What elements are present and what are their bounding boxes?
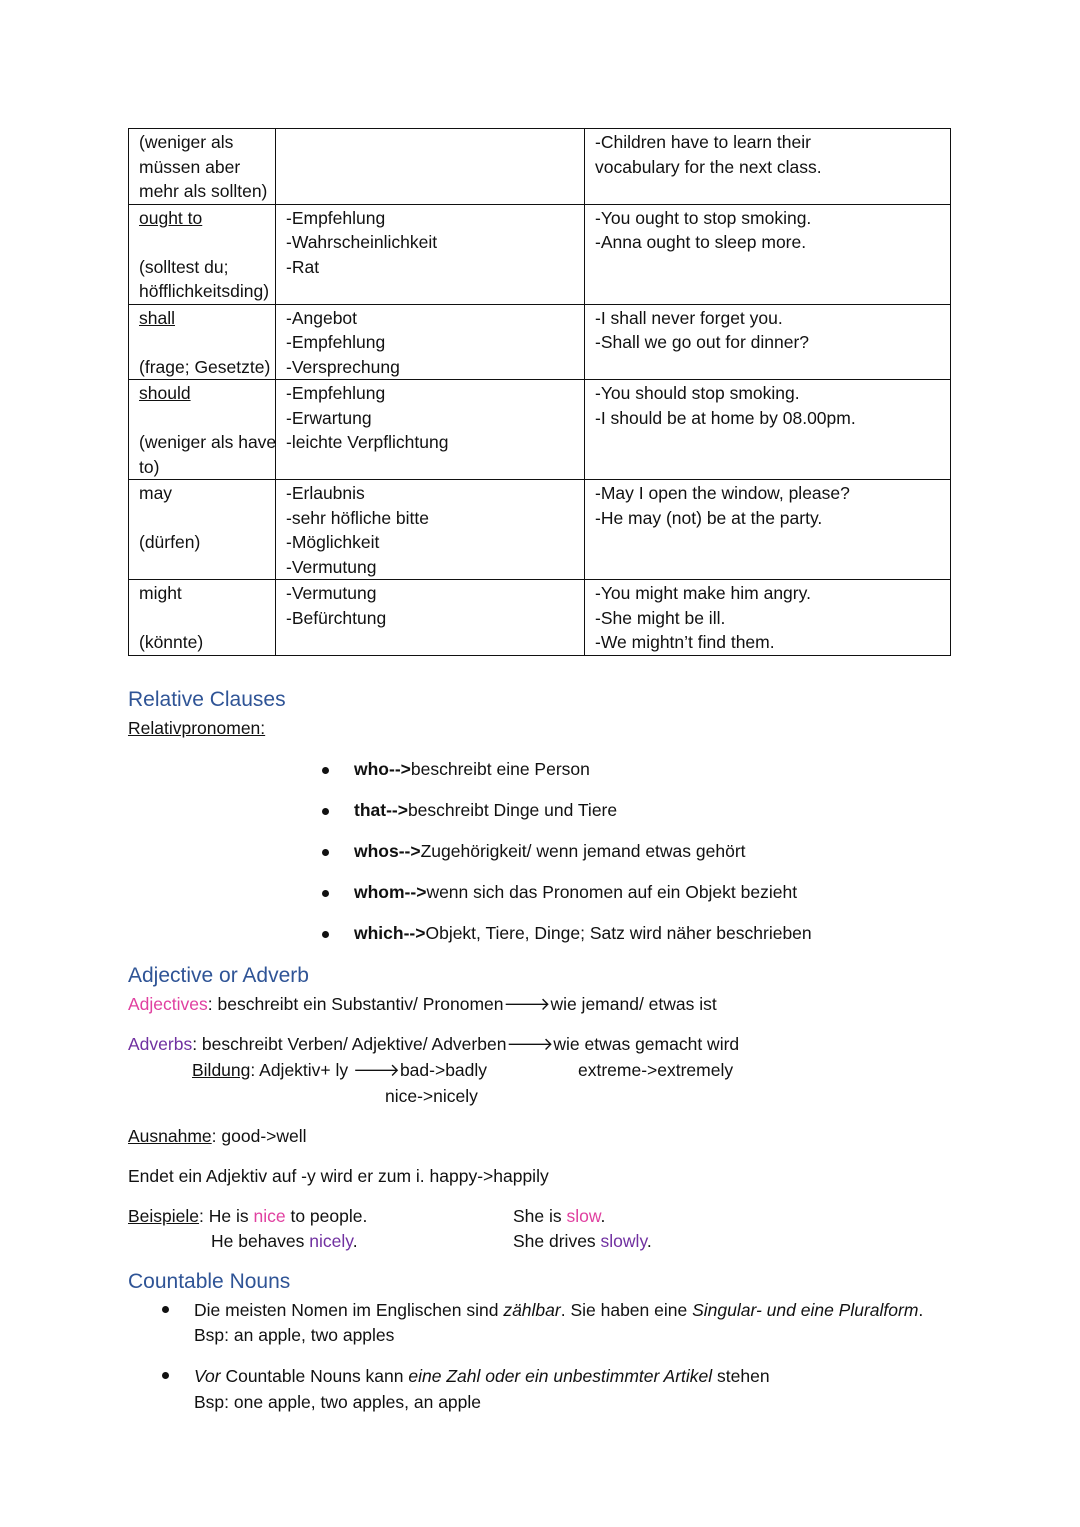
verb-note-line: (solltest du; (139, 256, 229, 277)
example-line: -I shall never forget you. (595, 307, 783, 328)
arrow-right-icon: 🡒 (506, 1034, 554, 1054)
relativpronomen-label: Relativpronomen: (128, 718, 266, 738)
bullet-text: Die meisten Nomen im Englischen sind (194, 1300, 504, 1320)
example-line: -You should stop smoking. (595, 383, 800, 403)
pronoun-description: Objekt, Tiere, Dinge; Satz wird näher beschrieben (425, 923, 812, 943)
y-ending-rule: Endet ein Adjektiv auf -y wird er zum i. happy->happily (128, 1166, 549, 1186)
bullet-icon (162, 1306, 169, 1313)
bildung-text: : Adjektiv+ ly (250, 1060, 354, 1080)
use-line: -Vermutung (286, 583, 377, 603)
verb-note-line: to) (139, 456, 160, 477)
bullet-text: stehen (712, 1366, 770, 1386)
example-text: . (646, 1231, 652, 1251)
arrow-right-icon: 🡒 (503, 994, 551, 1014)
adverbs-definition (128, 1032, 739, 1057)
uses-cell (276, 480, 585, 580)
bildung-example: extreme->extremely (578, 1060, 734, 1080)
example-line: -Children have to learn their (595, 132, 811, 152)
use-line: -Erlaubnis (286, 483, 365, 503)
example-line: -You ought to stop smoking. (595, 207, 812, 228)
verb-cell (129, 380, 276, 480)
ausnahme-text: : good->well (211, 1126, 307, 1146)
examples-cell (585, 129, 951, 205)
example-line: vocabulary for the next class. (595, 156, 822, 177)
example-line: -We mightn’t find them. (595, 632, 775, 652)
bullet-icon (322, 767, 329, 774)
example-line: Bsp: one apple, two apples, an apple (194, 1392, 482, 1412)
adjectives-meaning: wie jemand/ etwas ist (550, 994, 717, 1014)
use-line: -Versprechung (286, 356, 400, 377)
use-line: -Empfehlung (286, 332, 386, 352)
pronoun-term: who--> (354, 759, 411, 779)
list-item (354, 759, 590, 780)
uses-cell (276, 129, 585, 205)
bildung-rule (192, 1058, 487, 1083)
table-row (129, 129, 951, 205)
verb-cell (129, 129, 276, 205)
pronoun-description: Zugehörigkeit/ wenn jemand etwas gehört (420, 841, 746, 861)
table-row (129, 580, 951, 656)
uses-cell (276, 204, 585, 304)
verb-note-line: (frage; Gesetzte) (139, 356, 271, 377)
bildung-label: Bildung (192, 1060, 251, 1080)
example-line: -He may (not) be at the party. (595, 507, 823, 528)
adjective-word: nice (253, 1206, 286, 1226)
verb-note-line: müssen aber (139, 156, 241, 177)
adjectives-definition (128, 992, 717, 1017)
adjectives-label: Adjectives (128, 994, 208, 1014)
verb-cell (129, 304, 276, 380)
modal-verb: might (139, 583, 182, 603)
use-line: -Empfehlung (286, 383, 386, 403)
example-line: -Shall we go out for dinner? (595, 332, 810, 352)
table-row (129, 304, 951, 380)
modal-verb: may (139, 483, 173, 503)
adverbs-meaning: wie etwas gemacht wird (553, 1034, 740, 1054)
modal-verb: should (139, 383, 191, 403)
beispiele-example (513, 1204, 605, 1229)
example-line: -I should be at home by 08.00pm. (595, 407, 856, 428)
arrow-right-icon: 🡒 (353, 1060, 400, 1080)
list-item (354, 923, 812, 944)
use-line: -Befürchtung (286, 607, 387, 628)
verb-note-line: (weniger als (139, 132, 234, 152)
verb-cell (129, 204, 276, 304)
pronoun-term: whos--> (354, 841, 421, 861)
example-text: . (600, 1206, 606, 1226)
pronoun-term: that--> (354, 800, 408, 820)
bullet-text: Countable Nouns kann (220, 1366, 409, 1386)
example-text: . (352, 1231, 358, 1251)
modal-verb: shall (139, 307, 175, 328)
relative-clauses-heading: Relative Clauses (128, 688, 286, 711)
bullet-icon (322, 890, 329, 897)
use-line: -Wahrscheinlichkeit (286, 232, 438, 252)
example-text: : He is (199, 1206, 254, 1226)
uses-cell (276, 304, 585, 380)
uses-cell (276, 580, 585, 656)
adjectives-text: : beschreibt ein Substantiv/ Pronomen (207, 994, 504, 1014)
verb-note-line: (dürfen) (139, 532, 201, 552)
use-line: -Angebot (286, 307, 358, 328)
bullet-icon (322, 808, 329, 815)
verb-note-line: höfflichkeitsding) (139, 281, 270, 301)
example-line: -Anna ought to sleep more. (595, 232, 807, 252)
use-line: -Empfehlung (286, 207, 386, 228)
uses-cell (276, 380, 585, 480)
example-text: to people. (285, 1206, 368, 1226)
examples-cell (585, 580, 951, 656)
bullet-icon (162, 1372, 169, 1379)
ausnahme-label: Ausnahme (128, 1126, 212, 1146)
examples-cell (585, 204, 951, 304)
verb-note-line: (könnte) (139, 632, 204, 652)
example-text: He behaves (211, 1231, 310, 1251)
beispiele-example (513, 1229, 652, 1254)
adjective-adverb-heading: Adjective or Adverb (128, 964, 309, 987)
use-line: -Vermutung (286, 556, 377, 577)
table-row (129, 380, 951, 480)
beispiele-example (128, 1204, 367, 1229)
list-item (194, 1298, 923, 1323)
beispiele-example (211, 1229, 358, 1254)
pronoun-term: whom--> (354, 882, 427, 902)
use-line: -sehr höfliche bitte (286, 507, 429, 528)
verb-cell (129, 580, 276, 656)
use-line: -Erwartung (286, 407, 372, 428)
example-line: -You might make him angry. (595, 583, 811, 603)
verb-note-line: (weniger als have (139, 432, 277, 452)
examples-cell (585, 380, 951, 480)
example-line: Bsp: an apple, two apples (194, 1325, 395, 1345)
verb-cell (129, 480, 276, 580)
bullet-emphasis: Vor (194, 1366, 221, 1386)
examples-cell (585, 480, 951, 580)
use-line: -Möglichkeit (286, 532, 380, 552)
pronoun-description: beschreibt Dinge und Tiere (407, 800, 618, 820)
example-line: -May I open the window, please? (595, 483, 850, 503)
pronoun-description: beschreibt eine Person (410, 759, 590, 779)
example-line: -She might be ill. (595, 607, 726, 628)
bullet-emphasis: Singular- und eine Pluralform (692, 1300, 919, 1320)
bullet-text: . (918, 1300, 924, 1320)
example-text: She is (513, 1206, 567, 1226)
bildung-example: nice->nicely (385, 1086, 478, 1106)
pronoun-term: which--> (354, 923, 426, 943)
adverb-word: nicely (309, 1231, 353, 1251)
bullet-icon (322, 931, 329, 938)
ausnahme-note (128, 1124, 307, 1149)
list-item (354, 800, 617, 821)
adjective-word: slow (566, 1206, 601, 1226)
adverbs-label: Adverbs (128, 1034, 193, 1054)
list-item (194, 1364, 770, 1389)
examples-cell (585, 304, 951, 380)
table-row (129, 204, 951, 304)
bullet-emphasis: zählbar (503, 1300, 561, 1320)
bildung-example: bad->badly (399, 1060, 488, 1080)
list-item (354, 841, 746, 862)
use-line: -leichte Verpflichtung (286, 432, 449, 452)
countable-nouns-heading: Countable Nouns (128, 1270, 291, 1293)
adverbs-text: : beschreibt Verben/ Adjektive/ Adverben (192, 1034, 507, 1054)
beispiele-label: Beispiele (128, 1206, 200, 1226)
modal-verb: ought to (139, 207, 203, 228)
use-line: -Rat (286, 256, 320, 277)
adverb-word: slowly (600, 1231, 647, 1251)
bullet-icon (322, 849, 329, 856)
bullet-emphasis: eine Zahl oder ein unbestimmter Artikel (408, 1366, 713, 1386)
verb-note-line: mehr als sollten) (139, 181, 268, 201)
example-text: She drives (513, 1231, 601, 1251)
modal-verbs-table (128, 128, 951, 656)
bullet-text: . Sie haben eine (560, 1300, 693, 1320)
table-row (129, 480, 951, 580)
pronoun-description: wenn sich das Pronomen auf ein Objekt bezieht (426, 882, 798, 902)
list-item (354, 882, 797, 903)
